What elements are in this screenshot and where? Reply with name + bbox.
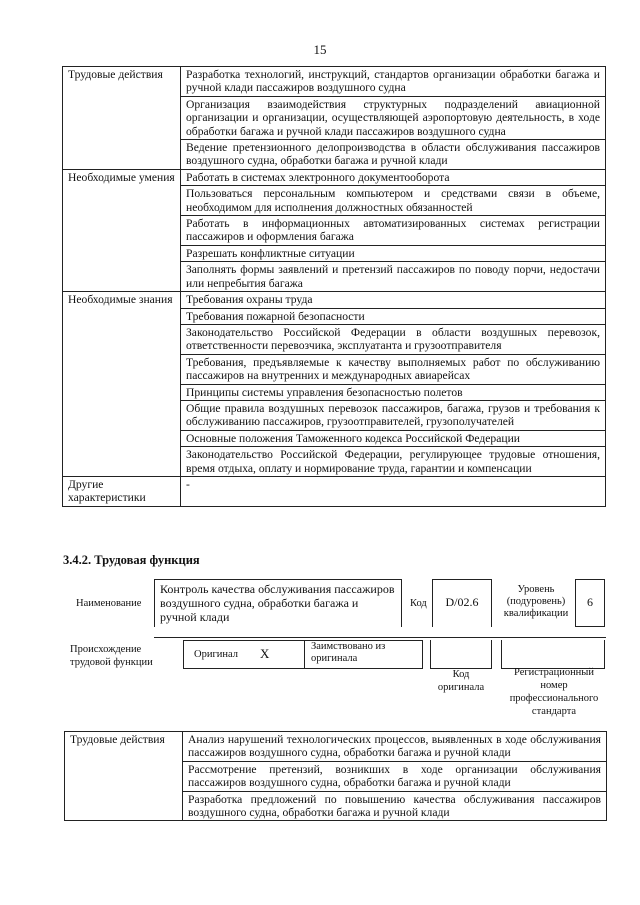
code-value: D/02.6 bbox=[445, 595, 479, 609]
row-label-labor-actions: Трудовые действия bbox=[63, 67, 181, 170]
table-cell: Заполнять формы заявлений и претензий пассажиров по поводу порчи, недостачи или непребытия багажа bbox=[181, 262, 606, 292]
table-cell: Требования пожарной безопасности bbox=[181, 308, 606, 324]
row-label-other: Другие характеристики bbox=[63, 476, 181, 506]
reg-number-label: Регистрационный номер профессионального стандарта bbox=[509, 667, 599, 717]
reg-number-box bbox=[501, 640, 605, 669]
table-cell: Разработка предложений по повышению качества обслуживания пассажиров воздушного судна, обработки багажа и ручной клади bbox=[183, 791, 607, 821]
original-mark: X bbox=[260, 646, 270, 661]
orig-code-box bbox=[430, 640, 492, 669]
labor-actions-table bbox=[64, 731, 607, 821]
table-cell: Законодательство Российской Федерации, регулирующее трудовые отношения, время отдыха, оплату и нормирование труда, гарантии и компенсации bbox=[181, 447, 606, 477]
page-number: 15 bbox=[313, 42, 327, 57]
borrowed-box bbox=[305, 640, 423, 669]
name-box bbox=[154, 579, 402, 627]
table-cell: Основные положения Таможенного кодекса Российской Федерации bbox=[181, 430, 606, 446]
table-cell: Пользоваться персональным компьютером и средствами связи в объеме, необходимом для исполнения должностных обязанностей bbox=[181, 186, 606, 216]
original-label: Оригинал bbox=[194, 649, 238, 660]
section-heading: 3.4.2. Трудовая функция bbox=[63, 553, 200, 567]
code-label: Код bbox=[410, 598, 427, 609]
table-cell: - bbox=[181, 476, 606, 506]
original-box bbox=[183, 640, 305, 669]
level-label: Уровень (подуровень) квалификации bbox=[503, 584, 569, 619]
table-cell: Законодательство Российской Федерации в области воздушных перевозок, ответственности перевозчика, эксплуатанта и грузоотправителя bbox=[181, 324, 606, 354]
table-cell: Работать в системах электронного документооборота bbox=[181, 169, 606, 185]
table-cell: Организация взаимодействия структурных подразделений авиационной организации и организации, осуществляющей аэропортовую деятельность, в ходе обработки багажа и ручной клади пассажиров воздушного судна bbox=[181, 96, 606, 139]
table-cell: Требования, предъявляемые к качеству выполняемых работ по обслуживанию пассажиров на внутренних и международных авиарейсах bbox=[181, 354, 606, 384]
row-label-skills: Необходимые умения bbox=[63, 169, 181, 291]
table-cell: Разработка технологий, инструкций, стандартов организации обработки багажа и ручной клади пассажиров воздушного судна bbox=[181, 67, 606, 97]
name-label: Наименование bbox=[76, 598, 142, 609]
level-value: 6 bbox=[587, 595, 593, 609]
table-cell: Требования охраны труда bbox=[181, 292, 606, 308]
table-cell: Рассмотрение претензий, возникших в ходе организации обслуживания пассажиров воздушного судна, обработки багажа и ручной клади bbox=[183, 761, 607, 791]
borrowed-label: Заимствовано из оригинала bbox=[311, 641, 386, 664]
name-value: Контроль качества обслуживания пассажиров воздушного судна, обработки багажа и ручной клади bbox=[160, 582, 395, 624]
row-label-labor-actions: Трудовые действия bbox=[65, 732, 183, 821]
divider bbox=[154, 637, 606, 638]
table-cell: Анализ нарушений технологических процессов, выявленных в ходе обслуживания пассажиров воздушного судна, обработки багажа и ручной клади bbox=[183, 732, 607, 762]
table-cell: Работать в информационных автоматизированных системах регистрации пассажиров и оформления багажа bbox=[181, 216, 606, 246]
row-label-knowledge: Необходимые знания bbox=[63, 292, 181, 477]
table-cell: Разрешать конфликтные ситуации bbox=[181, 245, 606, 261]
table-cell: Принципы системы управления безопасностью полетов bbox=[181, 384, 606, 400]
table-cell: Общие правила воздушных перевозок пассажиров, багажа, грузов и требования к обслуживанию пассажиров, грузоотправителей, грузополучателей bbox=[181, 400, 606, 430]
level-box bbox=[575, 579, 605, 627]
orig-code-label: Код оригинала bbox=[437, 669, 485, 693]
origin-label: Происхождение трудовой функции bbox=[70, 644, 153, 668]
competency-table bbox=[62, 66, 606, 507]
code-box bbox=[432, 579, 492, 627]
table-cell: Ведение претензионного делопроизводства в области обслуживания пассажиров воздушного судна, обработки багажа и ручной клади bbox=[181, 140, 606, 170]
